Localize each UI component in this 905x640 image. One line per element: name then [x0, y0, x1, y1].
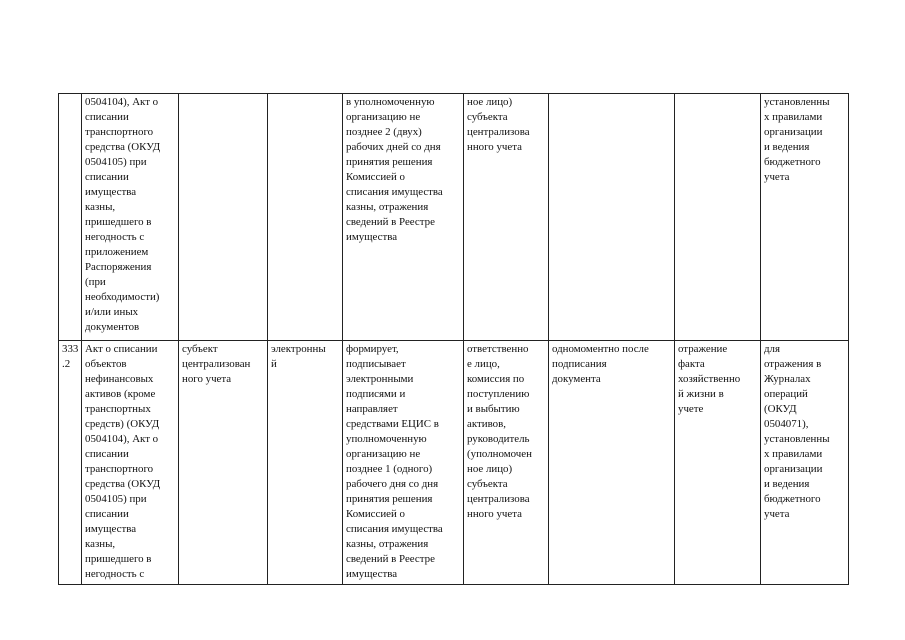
cell-action: в уполномоченную организацию не позднее 2 (двух) рабочих дней со дня принятия решения Комиссией о списания имущества казны, отражения сведений в Реестре имущества	[343, 94, 464, 341]
cell-deadline: одномоментно после подписания документа	[549, 341, 675, 585]
cell-form	[268, 94, 343, 341]
document-table	[58, 93, 849, 585]
cell-purpose: для отражения в Журналах операций (ОКУД 0504071), установленны х правилами организации и ведения бюджетного учета	[761, 341, 849, 585]
cell-creator	[179, 94, 268, 341]
cell-number: 333 .2	[59, 341, 82, 585]
cell-document: 0504104), Акт о списании транспортного средства (ОКУД 0504105) при списании имущества казны, пришедшего в негодность с приложением Распоряжения (при необходимости) и/или иных документов	[82, 94, 179, 341]
cell-result	[675, 94, 761, 341]
cell-action: формирует, подписывает электронными подписями и направляет средствами ЕЦИС в уполномоченную организацию не позднее 1 (одного) рабочего дня со дня принятия решения Комиссией о списания имущества казны, отражения сведений в Реестре имущества	[343, 341, 464, 585]
cell-result: отражение факта хозяйственно й жизни в учете	[675, 341, 761, 585]
cell-document: Акт о списании объектов нефинансовых активов (кроме транспортных средств) (ОКУД 0504104), Акт о списании транспортного средства (ОКУД 0504105) при списании имущества казны, пришедшего в негодность с	[82, 341, 179, 585]
cell-creator: субъект централизован ного учета	[179, 341, 268, 585]
cell-purpose: установленны х правилами организации и ведения бюджетного учета	[761, 94, 849, 341]
cell-form: электронны й	[268, 341, 343, 585]
cell-responsible: ное лицо) субъекта централизова нного учета	[464, 94, 549, 341]
table-row	[59, 94, 849, 341]
cell-deadline	[549, 94, 675, 341]
cell-responsible: ответственно е лицо, комиссия по поступлению и выбытию активов, руководитель (уполномочен ное лицо) субъекта централизова нного учета	[464, 341, 549, 585]
cell-number	[59, 94, 82, 341]
table-row	[59, 341, 849, 585]
